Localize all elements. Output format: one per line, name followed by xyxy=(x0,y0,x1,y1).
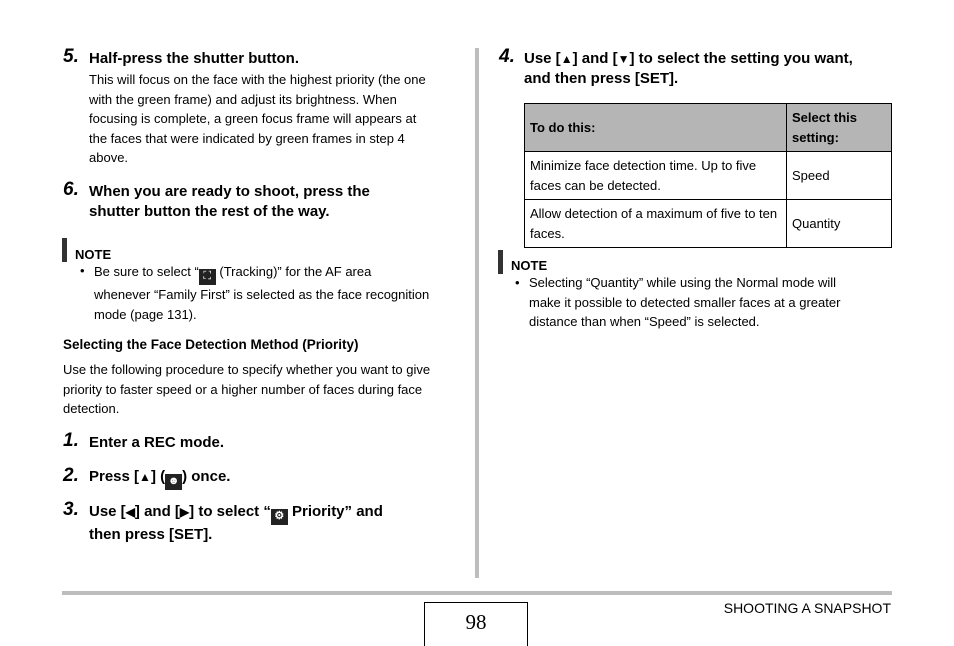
note-2-text: Selecting “Quantity” while using the Normal mode will make it possible to detected smaller faces at a greater distance than when “Speed” is selected. xyxy=(529,275,841,329)
bullet-dot: • xyxy=(80,263,85,278)
table-cell-setting: Speed xyxy=(787,152,892,200)
column-divider xyxy=(475,48,479,578)
table-row xyxy=(525,152,892,200)
right-arrow-icon: ▶ xyxy=(179,505,190,519)
note-label: NOTE xyxy=(75,247,112,262)
step-6-number: 6. xyxy=(63,179,79,200)
table-cell-desc: Minimize face detection time. Up to five faces can be detected. xyxy=(525,152,787,200)
left-arrow-icon: ◀ xyxy=(125,505,135,519)
note-bar xyxy=(498,250,503,274)
settings-table xyxy=(524,103,892,248)
down-arrow-icon: ▼ xyxy=(617,52,630,66)
step-2-number: 2. xyxy=(63,465,79,486)
table-cell-desc: Allow detection of a maximum of five to ten faces. xyxy=(525,200,787,248)
step-3-number: 3. xyxy=(63,499,79,520)
table-row xyxy=(525,200,892,248)
up-arrow-icon: ▲ xyxy=(560,52,573,66)
table-header-setting: Select this setting: xyxy=(787,104,892,152)
section-heading: Selecting the Face Detection Method (Priority) xyxy=(63,337,359,352)
section-name: SHOOTING A SNAPSHOT xyxy=(723,600,891,616)
step-5-title: Half-press the shutter button. xyxy=(89,50,300,67)
note-bar xyxy=(62,238,67,262)
note-1-text: Be sure to select “ ⛶ (Tracking)” for the AF area whenever “Family First” is selected as the face recognition mode (page 131). xyxy=(94,264,430,322)
step-2-title: Press [▲] ( ☻ ) once. xyxy=(89,467,230,490)
step-5-body: This will focus on the face with the highest priority (the one with the green frame) and adjust its brightness. When focusing is complete, a green focus frame will appears at the faces that were indicated by green frames in step 4 above. xyxy=(89,72,426,165)
step-1-title: Enter a REC mode. xyxy=(89,434,225,451)
step-5-number: 5. xyxy=(63,46,79,67)
step-1-number: 1. xyxy=(63,430,79,451)
tracking-icon: ⛶ xyxy=(199,269,216,285)
up-arrow-icon: ▲ xyxy=(139,470,151,484)
step-3-title: Use [◀] and [▶] to select “ ⚙ Priority” and then press [SET]. xyxy=(89,503,383,543)
table-cell-setting: Quantity xyxy=(787,200,892,248)
intro-text: Use the following procedure to specify whether you want to give priority to faster speed or a higher number of faces during face detection. xyxy=(63,362,431,416)
step-4-number: 4. xyxy=(499,46,515,67)
bullet-dot: • xyxy=(515,275,520,290)
note-label: NOTE xyxy=(511,258,548,273)
page-number: 98 xyxy=(424,602,528,646)
step-6-title: When you are ready to shoot, press the shutter button the rest of the way. xyxy=(89,183,370,220)
priority-icon: ⚙ xyxy=(271,509,288,525)
table-header-action: To do this: xyxy=(525,104,787,152)
face-icon: ☻ xyxy=(165,474,182,490)
footer-divider xyxy=(62,591,892,595)
step-4-title: Use [▲] and [▼] to select the setting you want, and then press [SET]. xyxy=(524,50,853,87)
